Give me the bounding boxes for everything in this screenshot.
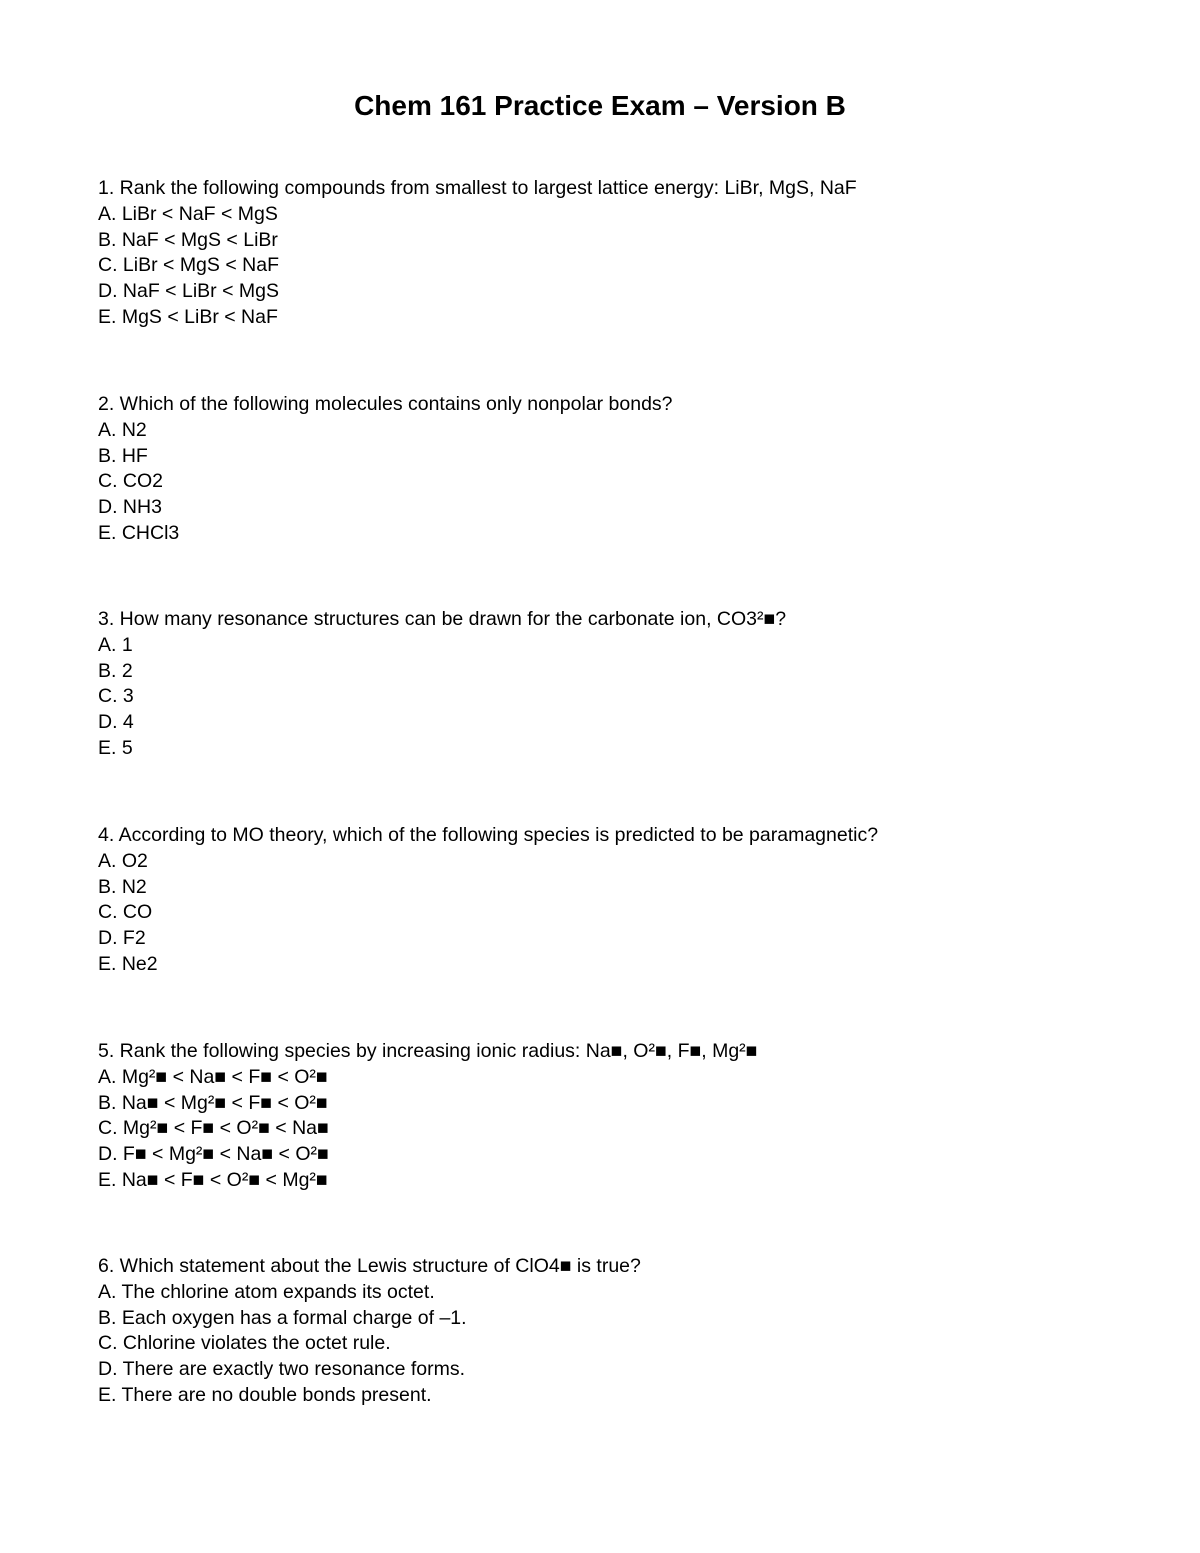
answer-option-c: C. Chlorine violates the octet rule. — [98, 1332, 391, 1355]
answer-option-a: A. LiBr < NaF < MgS — [98, 202, 278, 225]
question-stem: 4. According to MO theory, which of the following species is predicted to be paramagnetic? — [98, 824, 879, 846]
answer-option-e: E. Na■ < F■ < O²■ < Mg²■ — [98, 1168, 328, 1191]
answer-option-d: D. F■ < Mg²■ < Na■ < O²■ — [98, 1143, 329, 1166]
answer-option-c: C. LiBr < MgS < NaF — [98, 254, 279, 277]
answer-option-a: A. O2 — [98, 849, 148, 872]
answer-option-c: C. 3 — [98, 685, 134, 708]
answer-option-d: D. NH3 — [98, 496, 162, 519]
page-title: Chem 161 Practice Exam – Version B — [354, 90, 846, 121]
answer-option-b: B. Na■ < Mg²■ < F■ < O²■ — [98, 1091, 328, 1114]
answer-option-c: C. CO — [98, 901, 153, 924]
answer-option-e: E. There are no double bonds present. — [98, 1383, 432, 1406]
answer-option-e: E. 5 — [98, 736, 133, 759]
question-3 — [98, 607, 1138, 762]
question-stem: 3. How many resonance structures can be drawn for the carbonate ion, CO3²■? — [98, 608, 787, 630]
question-6 — [98, 1254, 1138, 1409]
question-stem: 6. Which statement about the Lewis structure of ClO4■ is true? — [98, 1255, 641, 1277]
answer-option-d: D. NaF < LiBr < MgS — [98, 280, 279, 303]
answer-option-e: E. MgS < LiBr < NaF — [98, 305, 278, 328]
answer-option-d: D. 4 — [98, 711, 134, 734]
answer-option-a: A. 1 — [98, 633, 133, 656]
answer-option-b: B. Each oxygen has a formal charge of –1. — [98, 1306, 467, 1329]
answer-option-a: A. The chlorine atom expands its octet. — [98, 1280, 435, 1303]
answer-option-b: B. NaF < MgS < LiBr — [98, 228, 278, 251]
answer-option-b: B. N2 — [98, 875, 147, 898]
question-4 — [98, 823, 1138, 978]
answer-option-e: E. Ne2 — [98, 952, 158, 975]
answer-option-b: B. HF — [98, 444, 148, 467]
answer-option-b: B. 2 — [98, 659, 133, 682]
answer-option-d: D. F2 — [98, 927, 146, 950]
question-5 — [98, 1039, 1138, 1194]
answer-option-c: C. Mg²■ < F■ < O²■ < Na■ — [98, 1117, 329, 1140]
question-2 — [98, 392, 1138, 547]
question-stem: 2. Which of the following molecules contains only nonpolar bonds? — [98, 393, 673, 415]
answer-option-a: A. N2 — [98, 418, 147, 441]
answer-option-d: D. There are exactly two resonance forms. — [98, 1358, 466, 1381]
answer-option-a: A. Mg²■ < Na■ < F■ < O²■ — [98, 1065, 328, 1088]
question-1 — [98, 176, 1138, 331]
answer-option-c: C. CO2 — [98, 470, 164, 493]
question-stem: 5. Rank the following species by increasing ionic radius: Na■, O²■, F■, Mg²■ — [98, 1040, 758, 1062]
question-stem: 1. Rank the following compounds from smallest to largest lattice energy: LiBr, MgS, NaF — [98, 177, 857, 199]
answer-option-e: E. CHCl3 — [98, 521, 180, 544]
